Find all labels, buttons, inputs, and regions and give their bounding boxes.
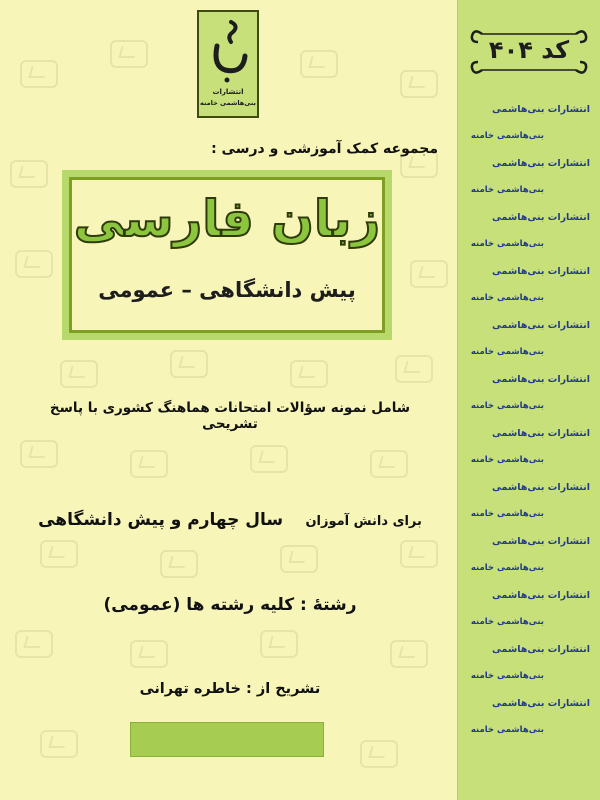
publisher-repeat-item: انتشارات بنی‌هاشمی [491, 482, 590, 493]
publisher-repeat-item: بنی‌هاشمی خامنه [470, 617, 544, 627]
publisher-repeat-item: بنی‌هاشمی خامنه [470, 401, 544, 411]
publisher-repeat-item: بنی‌هاشمی خامنه [470, 347, 544, 357]
logo-line1: انتشارات [212, 88, 244, 96]
publisher-repeat-item: انتشارات بنی‌هاشمی [491, 320, 590, 331]
side-panel [457, 0, 600, 800]
logo-line2: بنی‌هاشمی خامنه [200, 99, 256, 107]
book-title: زبان فارسی [73, 190, 381, 248]
bottom-bar [130, 722, 324, 757]
title-frame [62, 170, 392, 340]
publisher-repeat-item: بنی‌هاشمی خامنه [470, 239, 544, 249]
book-subtitle: پیش دانشگاهی – عمومی [98, 278, 356, 302]
publisher-repeat-item: انتشارات بنی‌هاشمی [491, 374, 590, 385]
publisher-repeat-item: بنی‌هاشمی خامنه [470, 131, 544, 141]
publisher-repeat-item: انتشارات بنی‌هاشمی [491, 212, 590, 223]
series-label: مجموعه کمک آموزشی و درسی : [211, 141, 438, 157]
field-line: رشتهٔ : کلیه رشته ها (عمومی) [103, 595, 357, 615]
audience-level: سال چهارم و پیش دانشگاهی [38, 510, 284, 530]
publisher-repeat-item: انتشارات بنی‌هاشمی [491, 104, 590, 115]
publisher-repeat-item: انتشارات بنی‌هاشمی [491, 698, 590, 709]
author-line: تشریح از : خاطره تهرانی [139, 681, 321, 697]
publisher-repeat-item: انتشارات بنی‌هاشمی [491, 158, 590, 169]
publisher-repeat-item: بنی‌هاشمی خامنه [470, 563, 544, 573]
book-code: کد ۴۰۴ [488, 36, 570, 64]
publisher-repeat-item: انتشارات بنی‌هاشمی [491, 590, 590, 601]
publisher-repeat-item: بنی‌هاشمی خامنه [470, 725, 544, 735]
audience-prefix: برای دانش آموزان [305, 514, 422, 529]
publisher-logo-icon [203, 16, 253, 84]
publisher-repeat-item: انتشارات بنی‌هاشمی [491, 428, 590, 439]
publisher-logo [197, 10, 259, 118]
code-badge [468, 22, 590, 82]
publisher-repeat-list [458, 104, 600, 752]
audience-line [30, 510, 430, 530]
includes-line: شامل نمونه سؤالات امتحانات هماهنگ کشوری با پاسخ تشریحی [49, 400, 411, 432]
publisher-repeat-item: بنی‌هاشمی خامنه [470, 509, 544, 519]
publisher-repeat-item: بنی‌هاشمی خامنه [470, 293, 544, 303]
publisher-repeat-item: انتشارات بنی‌هاشمی [491, 266, 590, 277]
publisher-repeat-item: بنی‌هاشمی خامنه [470, 455, 544, 465]
publisher-repeat-item: بنی‌هاشمی خامنه [470, 671, 544, 681]
publisher-repeat-item: بنی‌هاشمی خامنه [470, 185, 544, 195]
publisher-repeat-item: انتشارات بنی‌هاشمی [491, 536, 590, 547]
publisher-repeat-item: انتشارات بنی‌هاشمی [491, 644, 590, 655]
title-inner-frame [69, 177, 385, 333]
